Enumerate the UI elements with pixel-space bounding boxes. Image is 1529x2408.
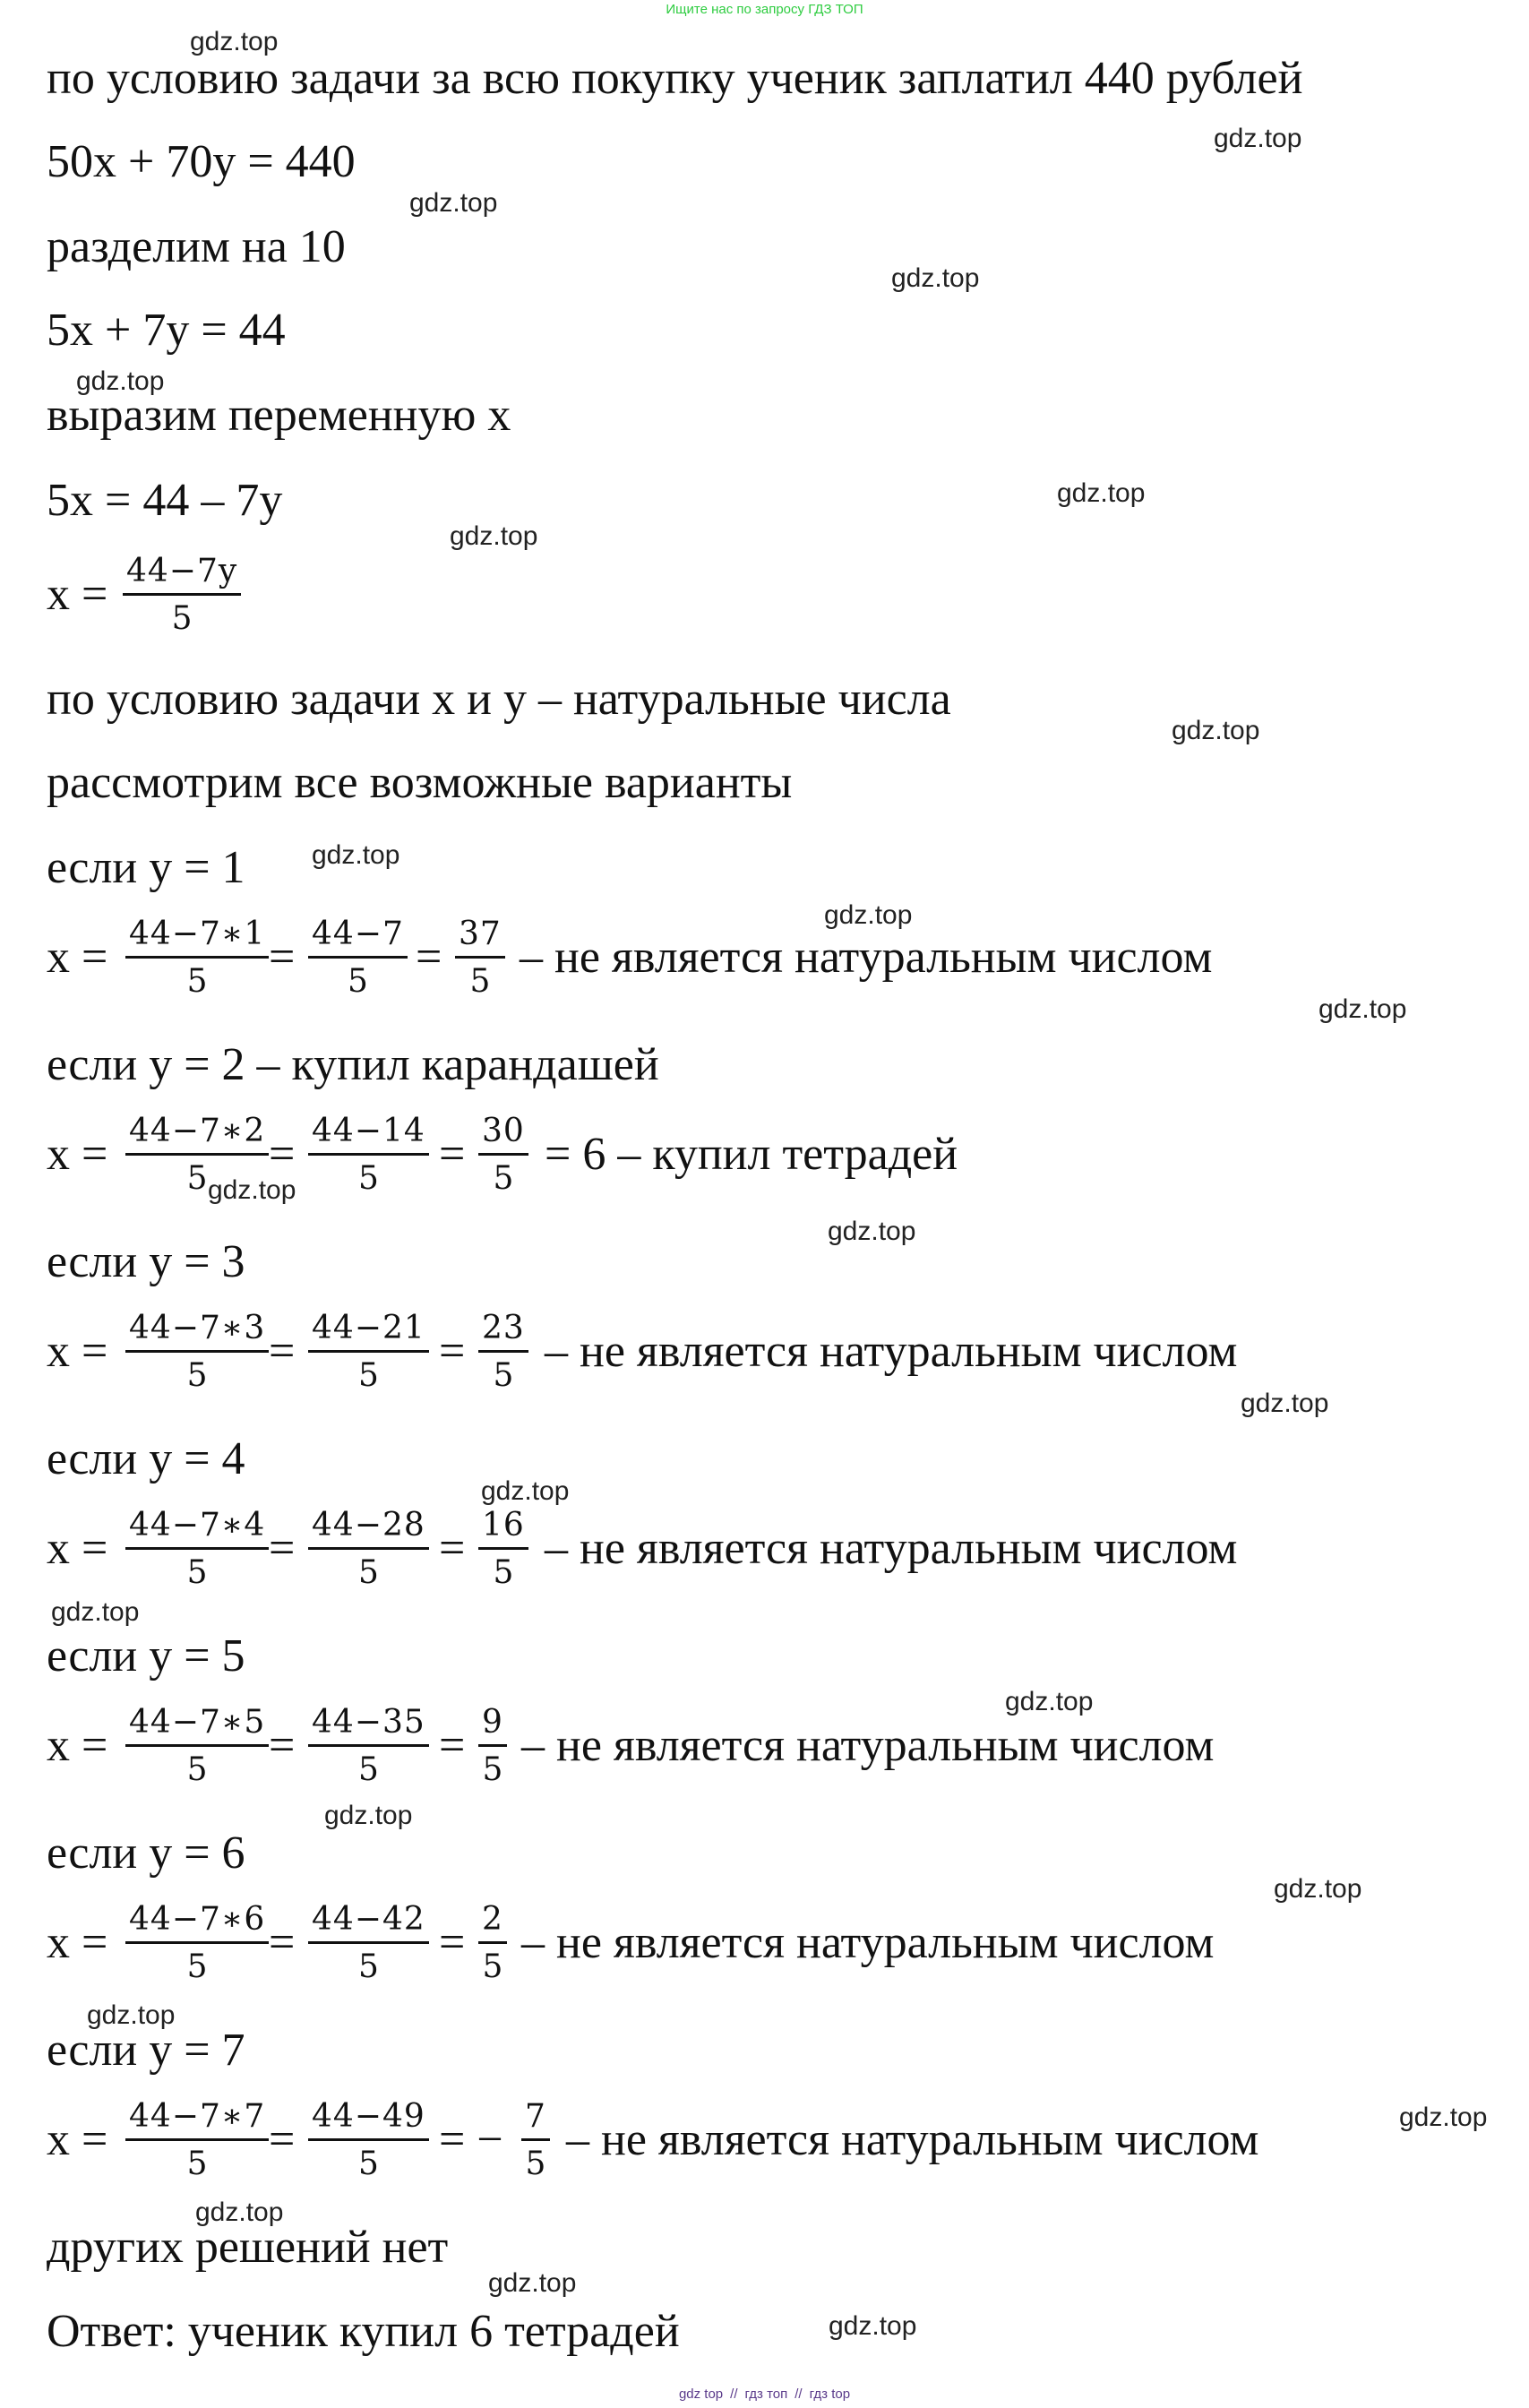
denominator: 5 <box>357 1160 379 1197</box>
text-line: если y = 6 <box>47 1828 245 1879</box>
denominator: 5 <box>357 1554 379 1591</box>
denominator: 5 <box>357 1948 379 1985</box>
equals-sign: = <box>269 1129 296 1180</box>
equation-tail: = 6 – купил тетрадей <box>545 1129 958 1180</box>
numerator: 23 <box>478 1312 528 1353</box>
equals-sign: = <box>416 932 442 983</box>
watermark: gdz.top <box>488 2268 577 2298</box>
fraction <box>308 1115 429 1195</box>
denominator: 5 <box>493 1160 514 1197</box>
numerator: 44−7∗6 <box>125 1904 269 1944</box>
fraction <box>478 1312 528 1392</box>
equation-lhs: x = <box>47 1326 108 1377</box>
denominator: 5 <box>493 1554 514 1591</box>
watermark: gdz.top <box>828 1217 916 1246</box>
watermark: gdz.top <box>1274 1874 1362 1904</box>
denominator: 5 <box>186 1357 208 1394</box>
equation-tail: – не является натуральным числом <box>566 2114 1259 2165</box>
equation-lhs: x = <box>47 2114 108 2165</box>
numerator: 44−7∗2 <box>125 1115 269 1156</box>
watermark: gdz.top <box>87 2000 176 2030</box>
numerator: 7 <box>521 2101 550 2141</box>
fraction <box>308 918 408 998</box>
numerator: 44−42 <box>308 1904 429 1944</box>
equals-sign: = <box>439 1129 466 1180</box>
numerator: 2 <box>478 1904 507 1944</box>
numerator: 44−7∗3 <box>125 1312 269 1353</box>
watermark: gdz.top <box>312 840 400 870</box>
text-line: 5x + 7y = 44 <box>47 305 286 356</box>
equation-tail: – не является натуральным числом <box>545 1523 1238 1574</box>
watermark: gdz.top <box>208 1175 296 1205</box>
fraction <box>478 1115 528 1195</box>
watermark: gdz.top <box>1319 994 1407 1024</box>
watermark: gdz.top <box>1005 1687 1094 1716</box>
fraction <box>125 1704 269 1788</box>
text-line: если y = 4 <box>47 1433 245 1484</box>
text-line: если y = 2 – купил карандашей <box>47 1039 659 1090</box>
numerator: 44−35 <box>308 1707 429 1747</box>
text-line: выразим переменную x <box>47 390 511 441</box>
watermark: gdz.top <box>1214 124 1302 153</box>
watermark: gdz.top <box>1241 1389 1329 1418</box>
denominator: 5 <box>357 2146 379 2182</box>
numerator: 44−7∗4 <box>125 1509 269 1550</box>
footer-separator: // <box>730 2386 738 2402</box>
denominator: 5 <box>493 1357 514 1394</box>
denominator: 5 <box>186 1751 208 1788</box>
denominator: 5 <box>525 2146 546 2182</box>
fraction <box>308 2098 429 2182</box>
equation-tail: – не является натуральным числом <box>521 1917 1215 1968</box>
denominator: 5 <box>186 963 208 1000</box>
watermark: gdz.top <box>76 366 165 396</box>
equals-sign: = <box>439 1917 466 1968</box>
numerator: 44−21 <box>308 1312 429 1353</box>
fraction <box>308 1704 429 1788</box>
fraction <box>125 2098 269 2182</box>
denominator: 5 <box>482 1948 503 1985</box>
equation-lhs: x = <box>47 1523 108 1574</box>
text-line: если y = 1 <box>47 842 245 893</box>
equals-sign: = <box>269 2114 296 2165</box>
denominator: 5 <box>186 1948 208 1985</box>
equals-sign: = <box>269 1326 296 1377</box>
numerator: 16 <box>478 1509 528 1550</box>
fraction <box>123 555 241 635</box>
text-line: 50x + 70y = 440 <box>47 136 356 187</box>
footer-link[interactable]: gdz top <box>678 2386 724 2402</box>
footer <box>0 2386 1529 2402</box>
text-line: других решений нет <box>47 2222 449 2273</box>
watermark: gdz.top <box>1399 2103 1488 2132</box>
fraction <box>308 1901 429 1985</box>
equals-sign: = <box>439 1523 466 1574</box>
top-banner: Ищите нас по запросу ГДЗ ТОП <box>666 2 863 17</box>
equation-lhs: x = <box>47 932 108 983</box>
fraction <box>478 1509 528 1589</box>
fraction <box>308 1312 429 1392</box>
numerator: 44−49 <box>308 2101 429 2141</box>
watermark: gdz.top <box>409 188 498 218</box>
fraction <box>478 1901 507 1985</box>
watermark: gdz.top <box>829 2311 917 2341</box>
watermark: gdz.top <box>1057 478 1146 508</box>
numerator: 44−7∗5 <box>125 1707 269 1747</box>
watermark: gdz.top <box>195 2197 284 2227</box>
fraction <box>125 918 269 998</box>
denominator: 5 <box>482 1751 503 1788</box>
equals-sign: = − <box>439 2114 503 2165</box>
equation-lhs: x = <box>47 1720 108 1771</box>
denominator: 5 <box>357 1751 379 1788</box>
footer-link[interactable]: гдз топ <box>744 2386 788 2402</box>
fraction <box>125 1312 269 1392</box>
watermark: gdz.top <box>324 1801 413 1830</box>
numerator: 44−7∗1 <box>125 918 269 959</box>
equals-sign: = <box>439 1720 466 1771</box>
watermark: gdz.top <box>824 900 913 930</box>
text-line: если y = 7 <box>47 2025 245 2076</box>
text-line: разделим на 10 <box>47 221 346 272</box>
watermark: gdz.top <box>1172 716 1260 745</box>
numerator: 44−7 <box>308 918 408 959</box>
text-line: по условию задачи за всю покупку ученик заплатил 440 рублей <box>47 53 1303 104</box>
text-line: рассмотрим все возможные варианты <box>47 757 793 808</box>
text-line: 5x = 44 – 7y <box>47 475 283 526</box>
denominator: 5 <box>186 2146 208 2182</box>
footer-link[interactable]: гдз top <box>809 2386 851 2402</box>
text-line: если y = 3 <box>47 1236 245 1287</box>
watermark: gdz.top <box>891 263 980 293</box>
equation-lhs: x = <box>47 1129 108 1180</box>
text-line: по условию задачи x и y – натуральные числа <box>47 674 951 725</box>
equals-sign: = <box>269 1917 296 1968</box>
denominator: 5 <box>357 1357 379 1394</box>
equals-sign: = <box>269 932 296 983</box>
numerator: 37 <box>455 918 505 959</box>
watermark: gdz.top <box>190 27 279 56</box>
fraction <box>455 918 505 998</box>
fraction <box>521 2098 550 2182</box>
denominator: 5 <box>469 963 491 1000</box>
fraction <box>125 1509 269 1589</box>
equation-tail: – не является натуральным числом <box>545 1326 1238 1377</box>
equation-lhs: x = <box>47 569 108 620</box>
fraction <box>125 1901 269 1985</box>
footer-separator: // <box>795 2386 803 2402</box>
watermark: gdz.top <box>481 1476 570 1506</box>
numerator: 30 <box>478 1115 528 1156</box>
equals-sign: = <box>269 1720 296 1771</box>
numerator: 44−7∗7 <box>125 2101 269 2141</box>
equation-lhs: x = <box>47 1917 108 1968</box>
fraction <box>308 1509 429 1589</box>
numerator: 44−28 <box>308 1509 429 1550</box>
numerator: 44−7y <box>123 555 241 596</box>
numerator: 44−14 <box>308 1115 429 1156</box>
equation-tail: – не является натуральным числом <box>521 1720 1215 1771</box>
equation-tail: – не является натуральным числом <box>520 932 1213 983</box>
answer-line: Ответ: ученик купил 6 тетрадей <box>47 2306 680 2357</box>
equals-sign: = <box>439 1326 466 1377</box>
text-line: если y = 5 <box>47 1630 245 1681</box>
denominator: 5 <box>347 963 368 1000</box>
denominator: 5 <box>186 1160 208 1197</box>
denominator: 5 <box>186 1554 208 1591</box>
watermark: gdz.top <box>51 1597 140 1627</box>
fraction <box>478 1704 507 1788</box>
numerator: 9 <box>478 1707 507 1747</box>
watermark: gdz.top <box>450 521 538 551</box>
denominator: 5 <box>171 600 193 637</box>
equals-sign: = <box>269 1523 296 1574</box>
